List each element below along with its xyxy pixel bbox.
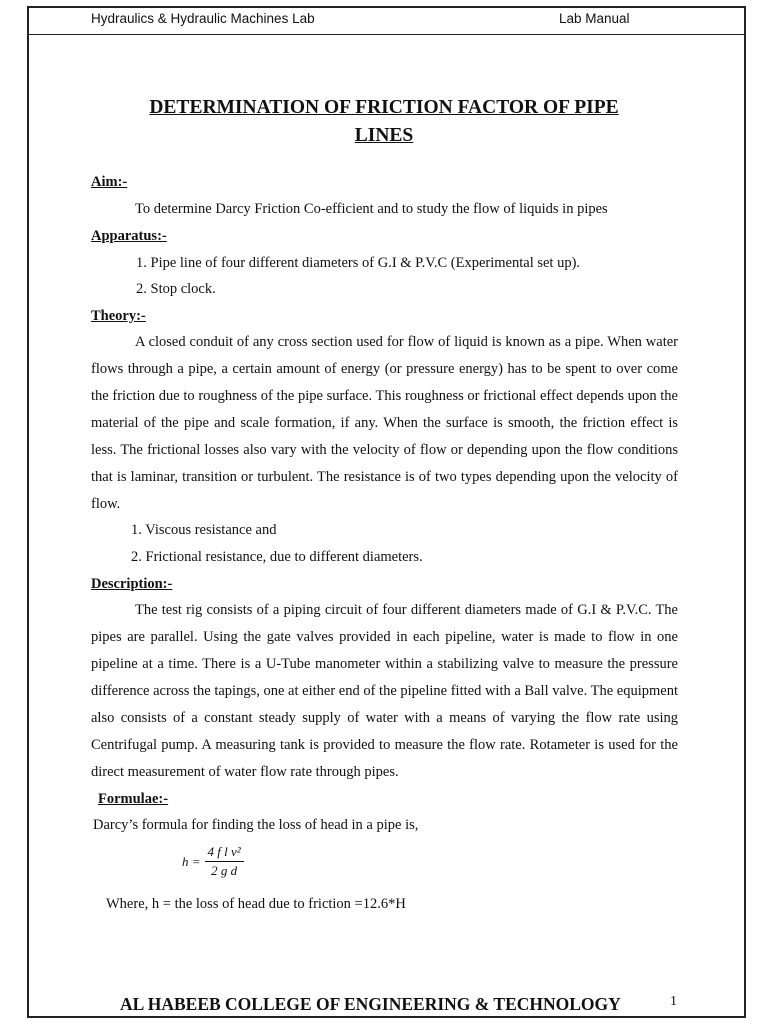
formula-where: Where, h = the loss of head due to friction =12.6*H <box>106 896 406 912</box>
formula-lhs: h = <box>182 853 201 869</box>
description-text: The test rig consists of a piping circuit of four different diameters made of G.I & P.V.C. The pipes are parallel. Using the gate valves provided in each pipeline, water is made to flow in one pipeline at a time. There is a U-Tube manometer within a stabilizing valve to measure the pressure difference across the tapings, one at either end of the pipeline fitted with a Ball valve. The equipment also consists of a constant steady supply of water with a means of varying the flow rate using Centrifugal pump. A measuring tank is provided to measure the flow rate. Rotameter is used for the direct measurement of water flow rate through pipes. <box>91 602 678 780</box>
header-lab-name: Hydraulics & Hydraulic Machines Lab <box>91 11 315 26</box>
description-paragraph <box>91 597 678 786</box>
page-title <box>60 94 708 150</box>
darcy-formula <box>182 844 244 879</box>
formula-fraction <box>205 844 244 879</box>
header-manual: Lab Manual <box>559 11 630 26</box>
theory-text: A closed conduit of any cross section used for flow of liquid is known as a pipe. When water flows through a pipe, a certain amount of energy (or pressure energy) has to be spent to over come the friction due to roughness of the pipe surface. This roughness or frictional effect depends upon the material of the pipe and scale formation, if any. When the surface is smooth, the friction effect is less. The frictional losses also vary with the velocity of flow or depending upon the flow conditions that is laminar, transition or turbulent. The resistance is of two types depending upon the velocity of flow. <box>91 334 678 512</box>
formulae-heading: Formulae:- <box>98 791 169 807</box>
footer-college: AL HABEEB COLLEGE OF ENGINEERING & TECHNOLOGY <box>120 994 621 1014</box>
page-number: 1 <box>670 994 677 1009</box>
theory-item-1: 1. Viscous resistance and <box>131 522 277 538</box>
formula-denominator: 2 g d <box>211 863 238 878</box>
formula-intro: Darcy’s formula for finding the loss of head in a pipe is, <box>93 817 419 833</box>
aim-text: To determine Darcy Friction Co-efficient and to study the flow of liquids in pipes <box>135 201 608 217</box>
title-line-1: DETERMINATION OF FRICTION FACTOR OF PIPE <box>149 97 619 118</box>
description-heading: Description:- <box>91 576 173 592</box>
apparatus-heading: Apparatus:- <box>91 228 167 244</box>
theory-paragraph <box>91 329 678 518</box>
theory-heading: Theory:- <box>91 308 146 324</box>
title-line-2: LINES <box>354 125 414 146</box>
header-divider <box>27 34 746 35</box>
formula-numerator: 4 f l v² <box>205 844 244 862</box>
apparatus-item-2: 2. Stop clock. <box>136 281 216 297</box>
apparatus-item-1: 1. Pipe line of four different diameters of G.I & P.V.C (Experimental set up). <box>136 255 581 271</box>
theory-item-2: 2. Frictional resistance, due to different diameters. <box>131 549 423 565</box>
aim-heading: Aim:- <box>91 174 128 190</box>
